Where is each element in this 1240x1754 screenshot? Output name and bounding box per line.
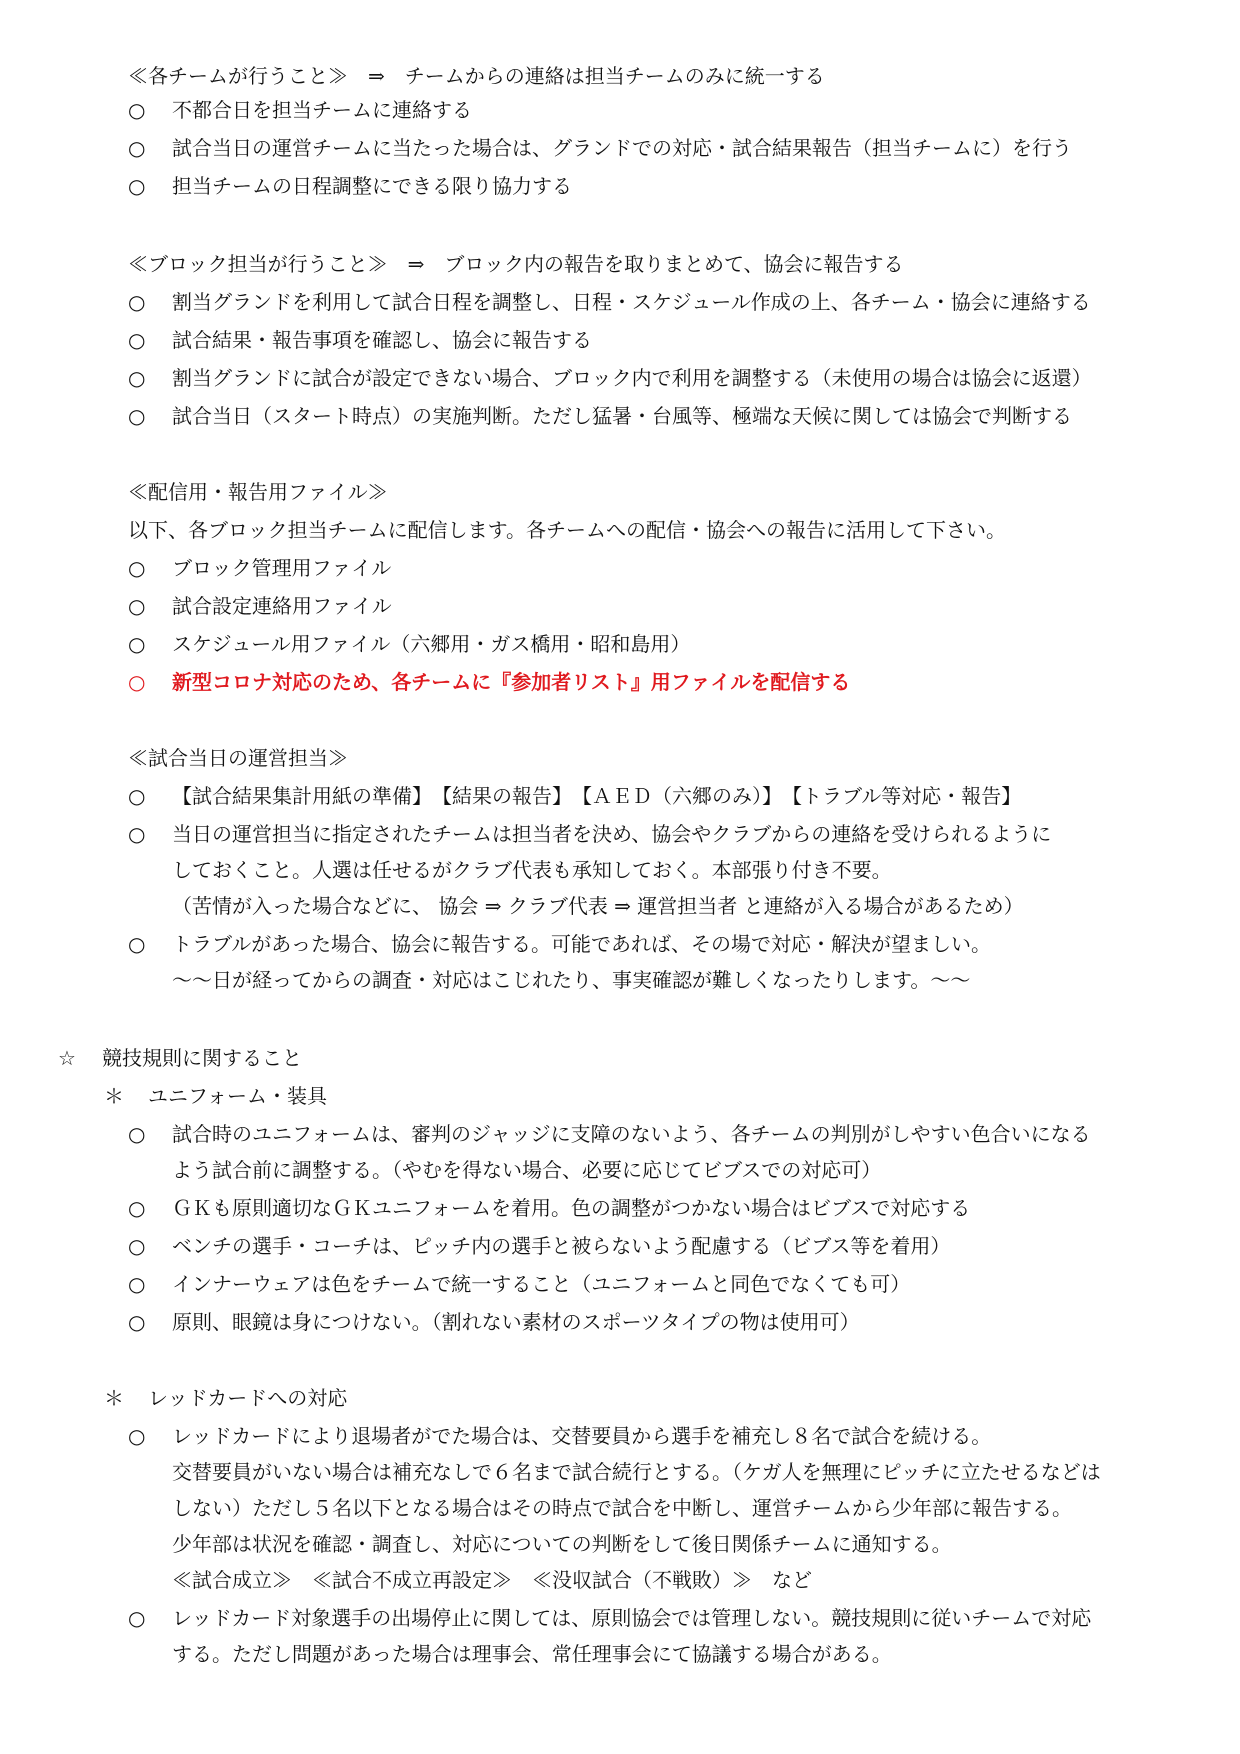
- list-item: ○ レッドカードにより退場者がでた場合は、交替要員から選手を補充し８名で試合を続ける。: [128, 1424, 992, 1448]
- list-item-continuation: （苦情が入った場合などに、 協会 ⇒ クラブ代表 ⇒ 運営担当者 と連絡が入る場合があるため）: [172, 894, 1024, 918]
- bullet-circle-icon: ○: [128, 404, 146, 428]
- bullet-circle-icon: ○: [128, 670, 146, 694]
- bullet-circle-icon: ○: [128, 1122, 146, 1146]
- list-item: ○ 担当チームの日程調整にできる限り協力する: [128, 174, 572, 198]
- list-item: ○ 試合設定連絡用ファイル: [128, 594, 392, 618]
- list-item-continuation: ≪試合成立≫ ≪試合不成立再設定≫ ≪没収試合（不戦敗）≫ など: [172, 1568, 812, 1592]
- asterisk-icon: ＊: [104, 1386, 124, 1410]
- bullet-circle-icon: ○: [128, 328, 146, 352]
- list-item: ○ 原則、眼鏡は身につけない。（割れない素材のスポーツタイプの物は使用可）: [128, 1310, 860, 1334]
- list-item: ○ 試合当日の運営チームに当たった場合は、グランドでの対応・試合結果報告（担当チームに）を行う: [128, 136, 1072, 160]
- list-item: ○ 割当グランドに試合が設定できない場合、ブロック内で利用を調整する（未使用の場合は協会に返還）: [128, 366, 1092, 390]
- bullet-circle-icon: ○: [128, 1606, 146, 1630]
- section-heading-teams: ≪各チームが行うこと≫ ⇒ チームからの連絡は担当チームのみに統一する: [128, 64, 825, 88]
- star-icon: ☆: [58, 1046, 76, 1070]
- bullet-circle-icon: ○: [128, 1272, 146, 1296]
- list-item-continuation: しない）ただし５名以下となる場合はその時点で試合を中断し、運営チームから少年部に報告する。: [172, 1496, 1072, 1520]
- bullet-circle-icon: ○: [128, 1234, 146, 1258]
- list-item-continuation: しておくこと。人選は任せるがクラブ代表も承知しておく。本部張り付き不要。: [172, 858, 892, 882]
- asterisk-icon: ＊: [104, 1084, 124, 1108]
- bullet-circle-icon: ○: [128, 174, 146, 198]
- list-item: ○ 不都合日を担当チームに連絡する: [128, 98, 472, 122]
- list-item: ○ トラブルがあった場合、協会に報告する。可能であれば、その場で対応・解決が望ましい。: [128, 932, 991, 956]
- list-item-continuation: 少年部は状況を確認・調査し、対応についての判断をして後日関係チームに通知する。: [172, 1532, 952, 1556]
- list-item: ○ 試合当日（スタート時点）の実施判断。ただし猛暑・台風等、極端な天候に関しては協会で判断する: [128, 404, 1072, 428]
- bullet-circle-icon: ○: [128, 632, 146, 656]
- bullet-circle-icon: ○: [128, 1310, 146, 1334]
- list-item: ○ 試合時のユニフォームは、審判のジャッジに支障のないよう、各チームの判別がしやすい色合いになる: [128, 1122, 1091, 1146]
- subsection-heading-uniform: ＊ ユニフォーム・装具: [104, 1084, 327, 1108]
- list-item: ○ ブロック管理用ファイル: [128, 556, 392, 580]
- bullet-circle-icon: ○: [128, 98, 146, 122]
- bullet-circle-icon: ○: [128, 784, 146, 808]
- section-intro: 以下、各ブロック担当チームに配信します。各チームへの配信・協会への報告に活用して下さい。: [128, 518, 1006, 542]
- section-heading-operation: ≪試合当日の運営担当≫: [128, 746, 348, 770]
- bullet-circle-icon: ○: [128, 822, 146, 846]
- bullet-circle-icon: ○: [128, 556, 146, 580]
- list-item: ○ スケジュール用ファイル（六郷用・ガス橋用・昭和島用）: [128, 632, 691, 656]
- list-item-continuation: ～～日が経ってからの調査・対応はこじれたり、事実確認が難しくなったりします。～～: [172, 968, 971, 992]
- bullet-circle-icon: ○: [128, 290, 146, 314]
- list-item: ○ インナーウェアは色をチームで統一すること（ユニフォームと同色でなくても可）: [128, 1272, 911, 1296]
- bullet-circle-icon: ○: [128, 366, 146, 390]
- section-heading-files: ≪配信用・報告用ファイル≫: [128, 480, 388, 504]
- bullet-circle-icon: ○: [128, 594, 146, 618]
- list-item-continuation: 交替要員がいない場合は補充なしで６名まで試合続行とする。（ケガ人を無理にピッチに立たせるなどは: [172, 1460, 1101, 1484]
- highlight-item: ○ 新型コロナ対応のため、各チームに『参加者リスト』用ファイルを配信する: [128, 670, 851, 694]
- rules-heading: ☆ 競技規則に関すること: [58, 1046, 302, 1070]
- list-item-continuation: よう試合前に調整する。（やむを得ない場合、必要に応じてビブスでの対応可）: [172, 1158, 882, 1182]
- list-item: ○ ベンチの選手・コーチは、ピッチ内の選手と被らないよう配慮する（ビブス等を着用）: [128, 1234, 951, 1258]
- list-item: ○ 割当グランドを利用して試合日程を調整し、日程・スケジュール作成の上、各チーム・協会に連絡する: [128, 290, 1091, 314]
- bullet-circle-icon: ○: [128, 1196, 146, 1220]
- section-heading-block: ≪ブロック担当が行うこと≫ ⇒ ブロック内の報告を取りまとめて、協会に報告する: [128, 252, 904, 276]
- list-item: ○ ＧＫも原則適切なＧＫユニフォームを着用。色の調整がつかない場合はビブスで対応する: [128, 1196, 971, 1220]
- bullet-circle-icon: ○: [128, 932, 146, 956]
- list-item: ○ 試合結果・報告事項を確認し、協会に報告する: [128, 328, 592, 352]
- bullet-circle-icon: ○: [128, 136, 146, 160]
- subsection-heading-redcard: ＊ レッドカードへの対応: [104, 1386, 348, 1410]
- list-item: ○ 当日の運営担当に指定されたチームは担当者を決め、協会やクラブからの連絡を受けられるように: [128, 822, 1052, 846]
- list-item: ○ 【試合結果集計用紙の準備】 【結果の報告】 【ＡＥＤ（六郷のみ）】 【トラブル等対応・報告】: [128, 784, 1022, 808]
- list-item: ○ レッドカード対象選手の出場停止に関しては、原則協会では管理しない。競技規則に従いチームで対応: [128, 1606, 1092, 1630]
- list-item-continuation: する。ただし問題があった場合は理事会、常任理事会にて協議する場合がある。: [172, 1642, 892, 1666]
- bullet-circle-icon: ○: [128, 1424, 146, 1448]
